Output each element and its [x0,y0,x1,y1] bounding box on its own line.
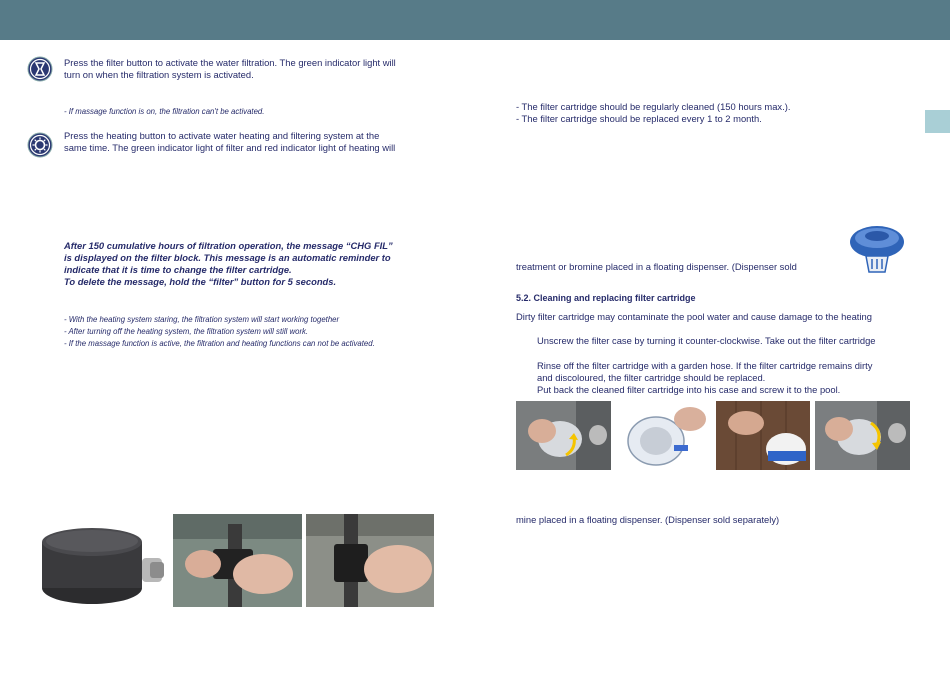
rinse-step-1: Rinse off the filter cartridge with a garden hose. If the filter cartridge remains dirty [537,360,873,371]
heating-icon [27,132,53,158]
floating-dispenser-image [848,222,906,280]
step-screw-back-photo [815,401,910,470]
section-title: 5.2. Cleaning and replacing filter cartridge [516,293,696,303]
step-remove-cartridge-photo [616,401,711,470]
warning-line-1: After 150 cumulative hours of filtration operation, the message “CHG FIL” [64,240,393,251]
buckle-lock-photo [306,514,434,607]
clean-rule-2: - The filter cartridge should be replaced every 1 to 2 month. [516,113,762,124]
note-line-2: - After turning off the heating system, the filtration system will still work. [64,327,309,336]
unscrew-step: Unscrew the filter case by turning it counter-clockwise. Take out the filter cartridge [537,335,876,346]
dispenser-text-2: mine placed in a floating dispenser. (Dispenser sold separately) [516,514,780,525]
spa-tub-image [40,520,170,610]
note-line-3: - If the massage function is active, the filtration and heating functions can not be activated. [64,339,375,348]
warning-line-4: To delete the message, hold the “filter” button for 5 seconds. [64,276,337,287]
warning-line-3: indicate that it is time to change the filter cartridge. [64,264,292,275]
clean-rule-1: - The filter cartridge should be regularly cleaned (150 hours max.). [516,101,791,112]
filter-text-2: turn on when the filtration system is activated. [64,69,254,80]
buckle-unlock-photo [173,514,302,607]
rinse-step-3: Put back the cleaned filter cartridge into his case and screw it to the pool. [537,384,841,395]
warning-line-2: is displayed on the filter block. This message is an automatic reminder to [64,252,391,263]
heating-text-1: Press the heating button to activate water heating and filtering system at the [64,130,380,141]
dirty-cartridge-text: Dirty filter cartridge may contaminate the pool water and cause damage to the heating [516,311,872,322]
filter-note: - If massage function is on, the filtration can't be activated. [64,107,265,116]
note-line-1: - With the heating system staring, the filtration system will start working together [64,315,340,324]
filter-text-1: Press the filter button to activate the water filtration. The green indicator light will [64,57,396,68]
rinse-step-2: and discoloured, the filter cartridge should be replaced. [537,372,766,383]
section-tab [925,110,950,133]
header-bar [0,0,950,40]
filter-icon [27,56,53,82]
step-rinse-photo [716,401,810,470]
step-unscrew-photo [516,401,611,470]
dispenser-text: treatment or bromine placed in a floating dispenser. (Dispenser sold [516,261,797,272]
heating-text-2: same time. The green indicator light of filter and red indicator light of heating will [64,142,396,153]
